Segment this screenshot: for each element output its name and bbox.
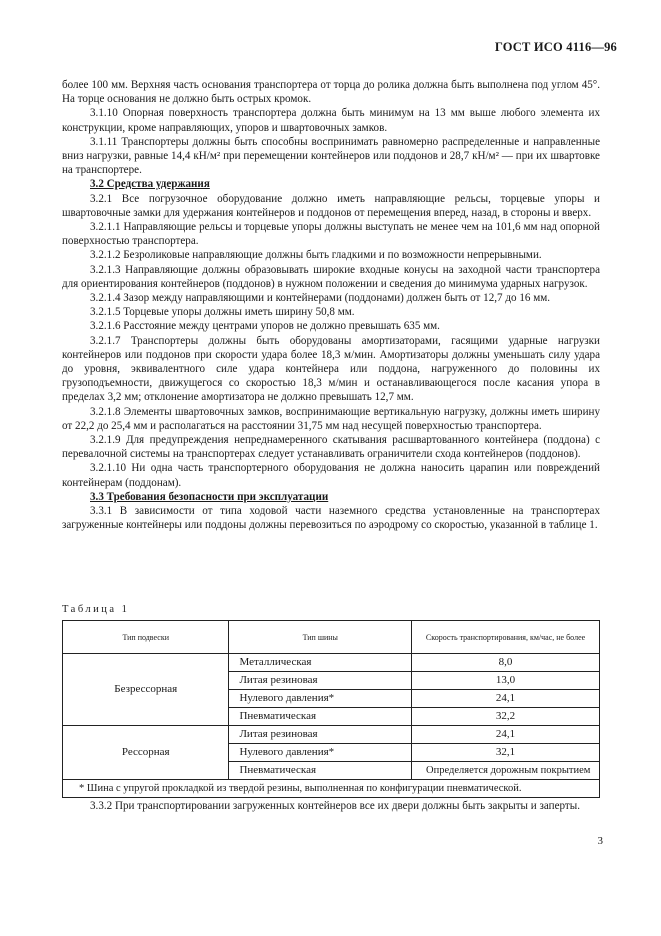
paragraph: 3.2.1.6 Расстояние между центрами упоров не должно превышать 635 мм. xyxy=(90,320,440,333)
paragraph: 3.3.1 В зависимости от типа ходовой части наземного средства установленные на транспортерах загруженные контейнеры или поддоны должны перевозиться по аэродрому со скоростью, указанной в таблице 1. xyxy=(62,505,600,532)
paragraph: 3.2.1.8 Элементы швартовочных замков, воспринимающие вертикальную нагрузку, должны иметь ширину от 22,2 до 25,4 мм и располагаться на расстоянии 31,75 мм над несущей поверхностью транспортера. xyxy=(62,405,600,432)
tire-cell: Пневматическая xyxy=(229,762,412,780)
table-header-row xyxy=(63,621,600,654)
paragraph: 3.3.2 При транспортировании загруженных контейнеров все их двери должны быть закрыты и заперты. xyxy=(90,800,580,812)
column-header-speed: Скорость транспортирования, км/час, не более xyxy=(412,621,600,654)
speed-cell: 13,0 xyxy=(412,672,600,690)
tire-cell: Нулевого давления* xyxy=(229,744,412,762)
tire-cell: Нулевого давления* xyxy=(229,690,412,708)
closing-text xyxy=(62,799,600,814)
speed-cell: 24,1 xyxy=(412,690,600,708)
tire-cell: Литая резиновая xyxy=(229,726,412,744)
paragraph: более 100 мм. Верхняя часть основания транспортера от торца до ролика должна быть выполнена под углом 45°. На торце основания не должно быть острых кромок. xyxy=(62,79,600,106)
table-label: Таблица 1 xyxy=(62,604,130,615)
suspension-cell: Рессорная xyxy=(63,726,229,780)
table-row xyxy=(63,654,600,672)
body-text xyxy=(62,78,600,533)
section-heading: 3.2 Средства удержания xyxy=(90,178,210,191)
table-row xyxy=(63,726,600,744)
paragraph: 3.2.1.5 Торцевые упоры должны иметь ширину 50,8 мм. xyxy=(90,306,355,319)
paragraph: 3.2.1.3 Направляющие должны образовывать широкие входные конусы на заходной части транспортера для ориентирования контейнеров (поддонов) в нужном положении и сведения до минимума ударных нагрузок. xyxy=(62,263,600,290)
document-header: ГОСТ ИСО 4116—96 xyxy=(494,40,617,54)
page-number: 3 xyxy=(597,835,603,847)
paragraph: 3.2.1.9 Для предупреждения непреднамеренного скатывания расшвартованного контейнера (поддона) с перевалочной системы на транспортерах следует устанавливать ограничители схода контейнеров (поддонов). xyxy=(62,434,600,461)
section-heading: 3.3 Требования безопасности при эксплуатации xyxy=(90,490,329,503)
table-footnote-row xyxy=(63,780,600,798)
tire-cell: Металлическая xyxy=(229,654,412,672)
speed-cell: Определяется дорожным покрытием xyxy=(412,762,600,780)
paragraph: 3.2.1.2 Безроликовые направляющие должны быть гладкими и по возможности непрерывными. xyxy=(90,249,542,262)
speed-cell: 8,0 xyxy=(412,654,600,672)
paragraph: 3.2.1 Все погрузочное оборудование должно иметь направляющие рельсы, торцевые упоры и швартовочные замки для удержания контейнеров и поддонов от перемещения вперед, назад, в стороны и вверх. xyxy=(62,192,600,219)
column-header-tire: Тип шины xyxy=(229,621,412,654)
speed-table xyxy=(62,620,600,798)
table-footnote: * Шина с упругой прокладкой из твердой резины, выполненная по конфигурации пневматической. xyxy=(63,780,600,798)
paragraph: 3.2.1.1 Направляющие рельсы и торцевые упоры должны выступать не менее чем на 101,6 мм над опорной поверхностью транспортера. xyxy=(62,221,600,248)
speed-cell: 32,1 xyxy=(412,744,600,762)
paragraph: 3.2.1.7 Транспортеры должны быть оборудованы амортизаторами, гасящими ударные нагрузки контейнеров или поддонов при скорости удара более 18,3 м/мин. Амортизаторы должны уменьшать силу удара до уровня, эквивалентного силе удара контейнера или поддона, нагруженного до половины их грузоподъемности, движущегося со скоростью 18,3 м/мин и останавливающегося после касания упора в пределах 3,2 мм; отклонение амортизатора не должно превышать 12,7 мм. xyxy=(62,334,600,404)
paragraph: 3.2.1.4 Зазор между направляющими и контейнерами (поддонами) должен быть от 12,7 до 16 мм. xyxy=(90,292,551,305)
paragraph: 3.1.10 Опорная поверхность транспортера должна быть минимум на 13 мм выше любого элемента их конструкции, кроме направляющих, упоров и швартовочных замков. xyxy=(62,107,600,134)
speed-cell: 32,2 xyxy=(412,708,600,726)
paragraph: 3.2.1.10 Ни одна часть транспортерного оборудования не должна наносить царапин или повреждений контейнерам (поддонам). xyxy=(62,462,600,489)
paragraph: 3.1.11 Транспортеры должны быть способны воспринимать равномерно распределенные и направленные вниз нагрузки, равные 14,4 кН/м² при перемещении контейнеров или поддонов и 28,7 кН/м² — при их швартовке на транспортере. xyxy=(62,135,600,177)
suspension-cell: Безрессорная xyxy=(63,654,229,726)
tire-cell: Литая резиновая xyxy=(229,672,412,690)
speed-cell: 24,1 xyxy=(412,726,600,744)
tire-cell: Пневматическая xyxy=(229,708,412,726)
column-header-suspension: Тип подвески xyxy=(63,621,229,654)
